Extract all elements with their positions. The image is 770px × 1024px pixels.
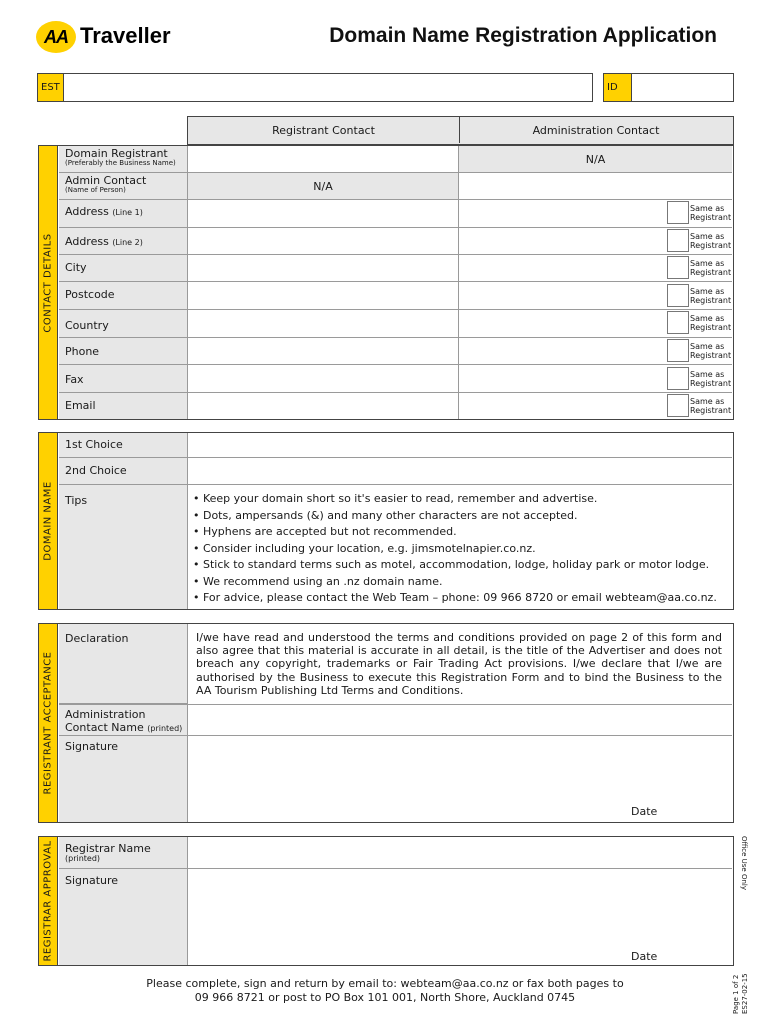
est-field[interactable] [37,73,593,102]
domain-name-sidebar [38,432,58,610]
country-label: Country [59,310,187,338]
same-as-label-address-line1: Same as Registrant [690,204,732,222]
col-admin-contact: Administration Contact [532,123,660,137]
same-as-registrant-checkbox-fax[interactable] [667,367,689,390]
domain-registrant-admin-na: N/A [458,146,732,173]
id-field[interactable] [603,73,734,102]
address-line1-registrant-input[interactable] [187,200,458,228]
second-choice-input[interactable] [187,458,732,485]
same-as-registrant-checkbox-address-line1[interactable] [667,201,689,224]
admin-contact-name-input[interactable] [187,705,732,736]
tip-item: • Hyphens are accepted but not recommended. [193,525,457,538]
aa-logo-badge [36,21,76,53]
office-use-only-label: Office Use Only [740,836,748,890]
admin-contact-label: Admin Contact (Name of Person) [59,173,187,200]
fax-registrant-input[interactable] [187,365,458,393]
page-number-label: Page 1 of 2 ES27-02-15 [732,973,749,1014]
same-as-registrant-checkbox-address-line2[interactable] [667,229,689,252]
admin-contact-name-label: Administration Contact Name (printed) [59,705,187,736]
email-label: Email [59,393,187,419]
tips-label: Tips [59,485,187,609]
declaration-text: I/we have read and understood the terms and conditions provided on page 2 of this form and also agree that this material is accurate in all detail, is the title of the Advertiser and does not breach any copyright, trademarks or Fair Trading Act provisions. I/we declare that I/we are authorised by the Business to execute this Registration Form and to bind the Business to the AA Tourism Publishing Ltd Terms and Conditions. [196,631,722,697]
contact-details-label: CONTACT DETAILS [42,232,54,333]
first-choice-input[interactable] [187,433,732,458]
tips-list [193,491,729,607]
brand-name: Traveller [80,23,171,48]
tip-item: • For advice, please contact the Web Team – phone: 09 966 8720 or email webteam@aa.co.nz. [193,591,717,604]
same-as-registrant-checkbox-country[interactable] [667,311,689,334]
footer-instructions [140,977,630,1005]
signature-label: Signature [59,736,187,822]
contact-details-sidebar [38,145,58,420]
registrar-approval-sidebar [38,836,58,966]
tip-item: • Dots, ampersands (&) and many other characters are not accepted. [193,508,578,522]
page-title: Domain Name Registration Application [329,24,717,47]
same-as-registrant-checkbox-email[interactable] [667,394,689,417]
registrar-name-label: Registrar Name (printed) [59,837,187,869]
tip-item: • Consider including your location, e.g. jimsmotelnapier.co.nz. [193,541,536,555]
email-registrant-input[interactable] [187,393,458,419]
address-line1-label: Address (Line 1) [59,200,187,228]
tip-item: • Stick to standard terms such as motel, accommodation, lodge, holiday park or motor lodge. [193,558,710,571]
same-as-label-fax: Same as Registrant [690,370,732,388]
fax-label: Fax [59,365,187,393]
city-label: City [59,255,187,282]
registrar-signature-label: Signature [59,869,187,965]
same-as-label-phone: Same as Registrant [690,342,732,360]
col-registrant-contact: Registrant Contact [272,123,375,137]
registrar-approval-label: REGISTRAR APPROVAL [42,840,54,962]
aa-logo-mark: AA [44,26,68,47]
same-as-label-address-line2: Same as Registrant [690,232,732,250]
postcode-registrant-input[interactable] [187,282,458,310]
city-registrant-input[interactable] [187,255,458,282]
domain-name-label: DOMAIN NAME [42,481,54,561]
tip-item: • We recommend using an .nz domain name. [193,574,443,588]
first-choice-label: 1st Choice [59,433,187,458]
id-label: ID [604,74,632,101]
footer-line-2: 09 966 8721 or post to PO Box 101 001, North Shore, Auckland 0745 [194,991,576,1004]
address-line2-registrant-input[interactable] [187,228,458,255]
domain-registrant-registrant-input[interactable] [187,146,458,173]
same-as-label-email: Same as Registrant [690,397,732,415]
same-as-label-country: Same as Registrant [690,314,732,332]
est-label: EST [38,74,64,101]
phone-label: Phone [59,338,187,365]
tip-item: • Keep your domain short so it's easier to read, remember and advertise. [193,492,598,505]
admin-contact-registrant-na: N/A [187,173,458,200]
registrant-acceptance-sidebar [38,623,58,823]
domain-registrant-label: Domain Registrant (Preferably the Business Name) [59,146,187,173]
registrar-name-input[interactable] [187,837,732,869]
contact-column-headers [187,116,734,145]
country-registrant-input[interactable] [187,310,458,338]
admin-contact-admin-input[interactable] [458,173,732,200]
registrant-acceptance-label: REGISTRANT ACCEPTANCE [42,651,54,795]
same-as-registrant-checkbox-city[interactable] [667,256,689,279]
footer-line-1: Please complete, sign and return by email to: webteam@aa.co.nz or fax both pages to [146,977,624,990]
address-line2-label: Address (Line 2) [59,228,187,255]
same-as-label-postcode: Same as Registrant [690,287,732,305]
postcode-label: Postcode [59,282,187,310]
declaration-label: Declaration [59,624,187,704]
same-as-registrant-checkbox-phone[interactable] [667,339,689,362]
phone-registrant-input[interactable] [187,338,458,365]
approval-date-label: Date [631,950,658,963]
acceptance-date-label: Date [631,805,658,818]
same-as-registrant-checkbox-postcode[interactable] [667,284,689,307]
second-choice-label: 2nd Choice [59,458,187,485]
same-as-label-city: Same as Registrant [690,259,732,277]
